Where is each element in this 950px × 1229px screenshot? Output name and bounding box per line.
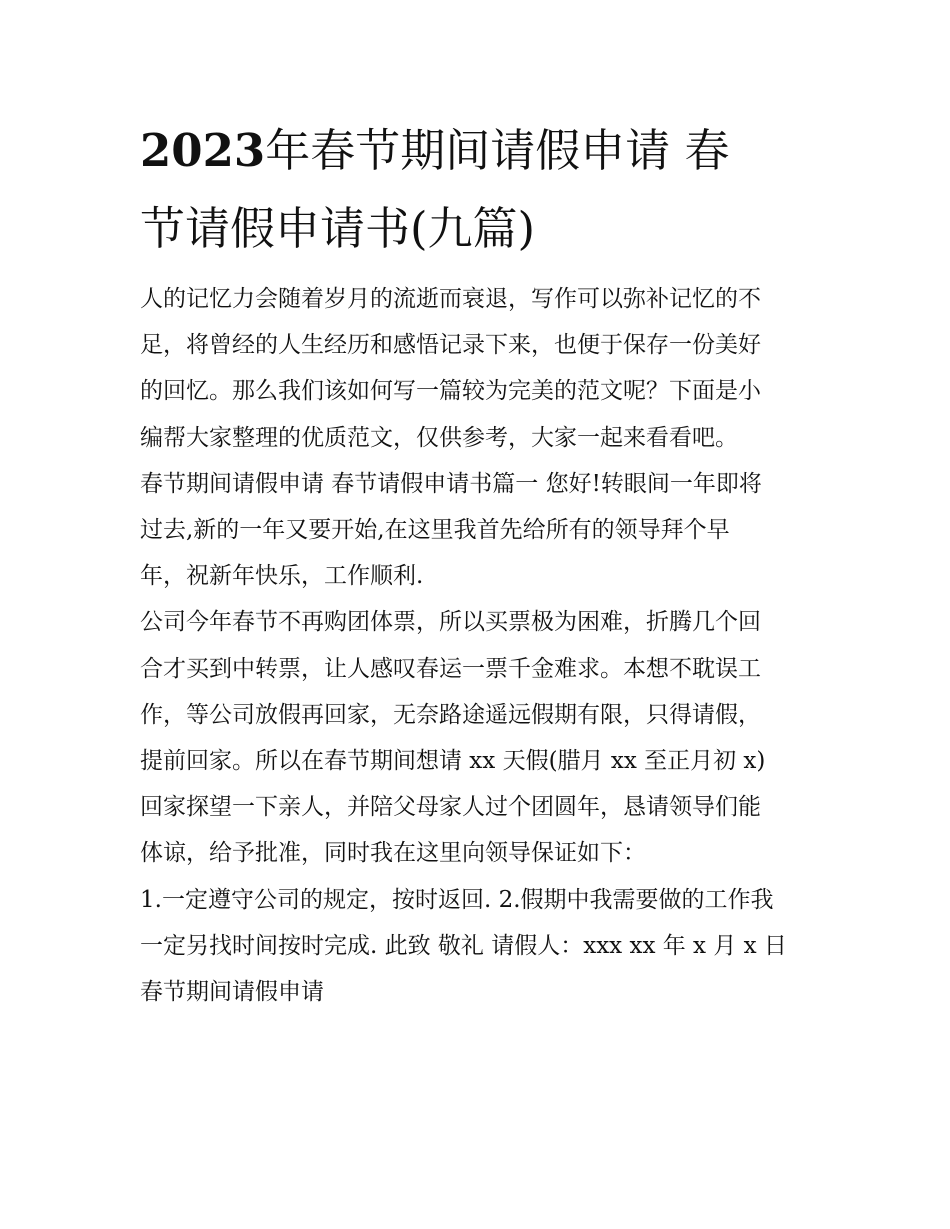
body-line: 足，将曾经的人生经历和感悟记录下来，也便于保存一份美好 xyxy=(140,332,761,359)
body-line: 人的记忆力会随着岁月的流逝而衰退，写作可以弥补记忆的不 xyxy=(140,286,761,312)
body-line: 一定另找时间按时完成. 此致 敬礼 请假人：xxx xx 年 x 月 x 日 xyxy=(140,932,787,959)
body-line: 编帮大家整理的优质范文，仅供参考，大家一起来看看吧。 xyxy=(140,424,738,451)
body-line: 提前回家。所以在春节期间想请 xx 天假(腊月 xx 至正月初 x) xyxy=(140,748,766,775)
body-line: 公司今年春节不再购团体票，所以买票极为困难，折腾几个回 xyxy=(140,609,761,636)
document-content xyxy=(140,112,812,1015)
title-year: 2023 xyxy=(140,124,266,177)
body-line: 作，等公司放假再回家，无奈路途遥远假期有限，只得请假， xyxy=(140,701,761,728)
body-line: 的回忆。那么我们该如何写一篇较为完美的范文呢？下面是小 xyxy=(140,378,761,405)
title-text: 年春节期间请假申请 春 xyxy=(265,124,730,177)
title-line-2 xyxy=(140,190,812,268)
document-title xyxy=(140,112,812,268)
body-line: 合才买到中转票，让人感叹春运一票千金难求。本想不耽误工 xyxy=(140,655,761,682)
body-line: 春节期间请假申请 春节请假申请书篇一 您好!转眼间一年即将 xyxy=(140,470,762,497)
body-line: 体谅，给予批准，同时我在这里向领导保证如下： xyxy=(140,840,646,867)
body-line: 过去,新的一年又要开始,在这里我首先给所有的领导拜个早 xyxy=(140,517,730,544)
document-body xyxy=(140,276,812,1015)
body-line: 春节期间请假申请 xyxy=(140,979,324,1006)
body-line: 1.一定遵守公司的规定，按时返回. 2.假期中我需要做的工作我 xyxy=(140,886,774,913)
title-line-1 xyxy=(140,112,812,190)
body-line: 年，祝新年快乐，工作顺利. xyxy=(140,563,424,590)
body-line: 回家探望一下亲人，并陪父母家人过个团圆年，恳请领导们能 xyxy=(140,794,761,821)
title-text: 节请假申请书(九篇) xyxy=(140,202,536,255)
